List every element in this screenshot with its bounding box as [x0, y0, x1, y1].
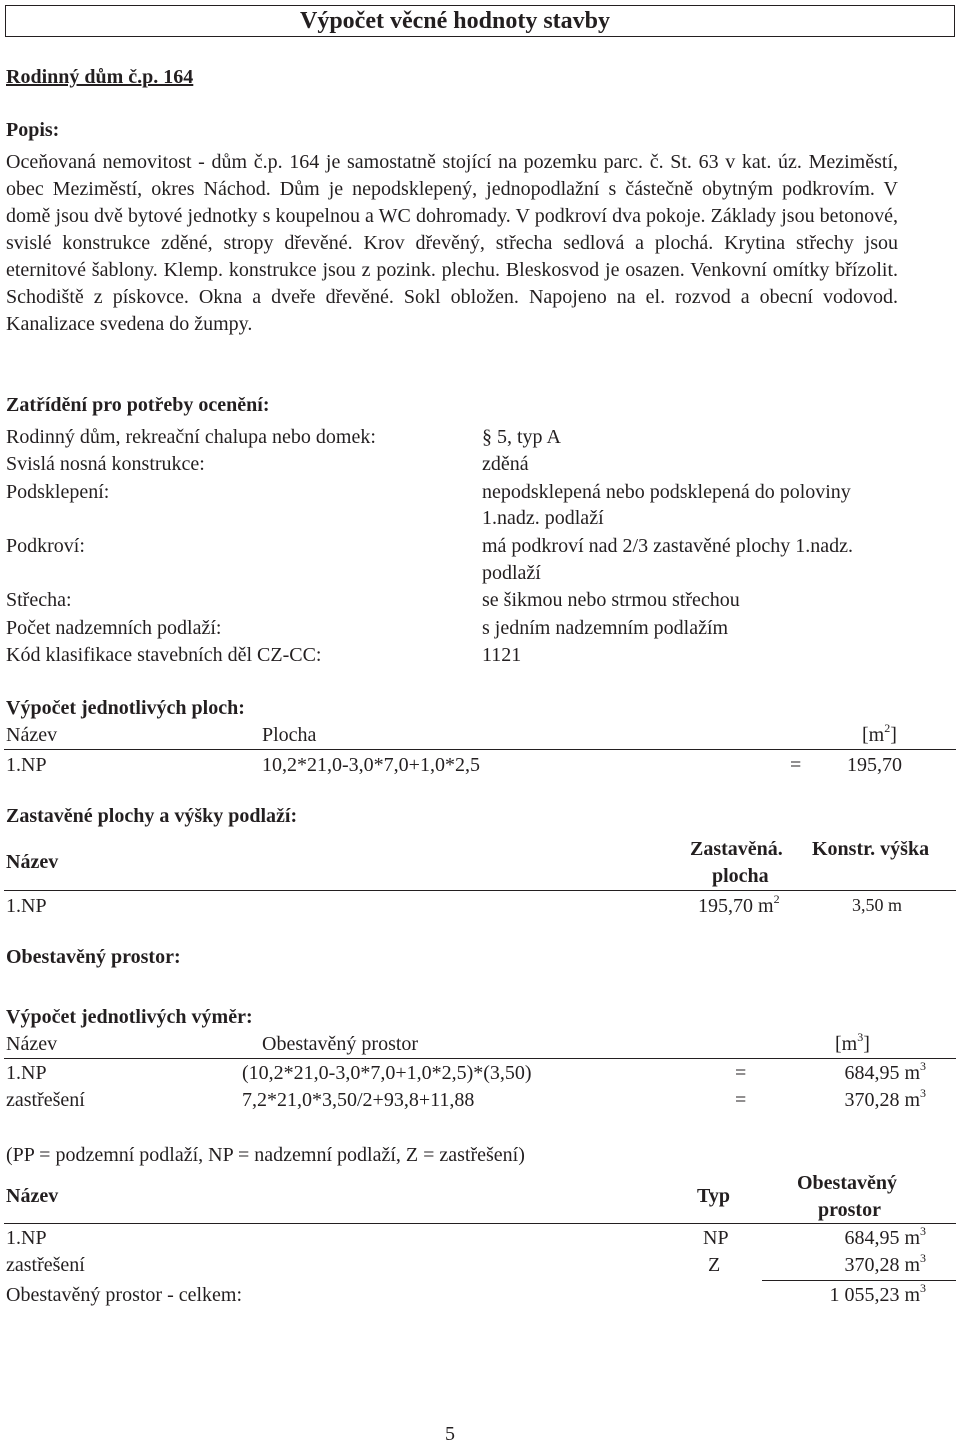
- volumes-header-rule: [4, 1058, 956, 1059]
- classification-label: Rodinný dům, rekreační chalupa nebo domek:: [6, 426, 376, 448]
- classification-value: zděná: [482, 453, 529, 475]
- volumes-heading: Výpočet jednotlivých výměr:: [6, 1006, 253, 1028]
- areas-row-formula: 10,2*21,0-3,0*7,0+1,0*2,5: [262, 754, 480, 776]
- description-heading: Popis:: [6, 119, 60, 141]
- description-text: Oceňovaná nemovitost - dům č.p. 164 je samostatně stojící na pozemku parc. č. St. 63 v kat. úz. Meziměstí, obec Meziměstí, okres Náchod. Dům je nepodsklepený, jednopodlažní s částečně obytným podkrovím. V domě jsou dvě bytové jednotky s koupelnou a WC dohromady. V podkroví dva pokoje. Základy jsou betonové, svislé konstrukce zděné, stropy dřevěné. Krov dřevěný, střecha sedlová a plochá. Krytina střechy jsou eternitové šablony. Klemp. konstrukce jsou z pozink. plechu. Bleskosvod je osazen. Venkovní omítky břízolit. Schodiště z pískovce. Okna a dveře dřevěné. Sokl obložen. Napojeno na el. rozvod a obecní vodovod. Kanalizace svedena do žumpy.: [6, 151, 898, 335]
- summary-col-type: Typ: [697, 1185, 730, 1207]
- built-up-heading: Zastavěné plochy a výšky podlaží:: [6, 805, 298, 827]
- areas-col-name: Název: [6, 724, 58, 746]
- summary-row-value: 684,95 $m^3$: [844, 1224, 926, 1249]
- classification-label: Kód klasifikace stavebních děl CZ-CC:: [6, 644, 322, 666]
- classification-label: Podkroví:: [6, 535, 85, 557]
- classification-heading: Zatřídění pro potřeby ocenění:: [6, 394, 270, 416]
- areas-row-eq: =: [790, 754, 802, 776]
- volumes-row-name: zastřešení: [6, 1089, 85, 1111]
- built-up-col-area: plocha: [712, 865, 769, 887]
- summary-row-name: 1.NP: [6, 1227, 47, 1249]
- volumes-col-space: Obestavěný prostor: [262, 1033, 419, 1055]
- classification-label: Střecha:: [6, 589, 72, 611]
- summary-col-space: Obestavěný: [797, 1172, 897, 1194]
- areas-row-result: 195,70: [847, 754, 902, 776]
- page-title: Výpočet věcné hodnoty stavby: [300, 8, 610, 34]
- classification-value: s jedním nadzemním podlažím: [482, 617, 729, 639]
- summary-col-space: prostor: [818, 1199, 881, 1221]
- classification-label: Podsklepení:: [6, 481, 110, 503]
- volumes-col-unit: $[m^3]$: [835, 1030, 870, 1055]
- classification-value: má podkroví nad 2/3 zastavěné plochy 1.nadz.: [482, 535, 853, 557]
- built-up-row-area: 195,70 $m^2$: [698, 892, 780, 917]
- areas-col-unit: $[m^2]$: [862, 721, 897, 746]
- summary-row-type: NP: [703, 1227, 729, 1249]
- built-up-header-rule: [4, 890, 956, 891]
- legend-text: (PP = podzemní podlaží, NP = nadzemní podlaží, Z = zastřešení): [6, 1144, 525, 1166]
- classification-value: nepodsklepená nebo podsklepená do poloviny: [482, 481, 851, 503]
- summary-row-value: 370,28 $m^3$: [844, 1251, 926, 1276]
- enclosed-heading: Obestavěný prostor:: [6, 946, 181, 968]
- summary-row-type: Z: [708, 1254, 721, 1276]
- areas-header-rule: [4, 749, 956, 750]
- built-up-row-height: 3,50 m: [852, 895, 903, 915]
- areas-heading: Výpočet jednotlivých ploch:: [6, 697, 245, 719]
- volumes-row-result: 684,95 $m^3$: [844, 1059, 926, 1084]
- built-up-col-area: Zastavěná.: [690, 838, 783, 860]
- classification-label: Svislá nosná konstrukce:: [6, 453, 205, 475]
- volumes-col-name: Název: [6, 1033, 58, 1055]
- classification-value-cont: 1.nadz. podlaží: [482, 507, 604, 529]
- classification-label: Počet nadzemních podlaží:: [6, 617, 222, 639]
- volumes-row-result: 370,28 $m^3$: [844, 1086, 926, 1111]
- summary-col-name: Název: [6, 1185, 59, 1207]
- classification-value: § 5, typ A: [482, 426, 561, 448]
- areas-col-area: Plocha: [262, 724, 317, 746]
- summary-total-rule: [762, 1280, 956, 1281]
- areas-row-name: 1.NP: [6, 754, 47, 776]
- classification-value: 1121: [482, 644, 522, 666]
- summary-total-value: 1 055,23 $m^3$: [829, 1281, 926, 1306]
- volumes-row-name: 1.NP: [6, 1062, 47, 1084]
- summary-row-name: zastřešení: [6, 1254, 85, 1276]
- built-up-col-height: Konstr. výška: [812, 838, 930, 860]
- built-up-row-name: 1.NP: [6, 895, 47, 917]
- classification-value-cont: podlaží: [482, 562, 541, 584]
- object-name: Rodinný dům č.p. 164: [6, 66, 194, 88]
- volumes-row-formula: 7,2*21,0*3,50/2+93,8+11,88: [242, 1089, 475, 1111]
- built-up-col-name: Název: [6, 851, 59, 873]
- summary-header-rule: [4, 1223, 956, 1224]
- volumes-row-formula: (10,2*21,0-3,0*7,0+1,0*2,5)*(3,50): [242, 1062, 532, 1084]
- volumes-row-eq: =: [735, 1089, 747, 1111]
- summary-total-label: Obestavěný prostor - celkem:: [6, 1284, 243, 1306]
- classification-value: se šikmou nebo strmou střechou: [482, 589, 740, 611]
- page-number: 5: [445, 1423, 455, 1445]
- volumes-row-eq: =: [735, 1062, 747, 1084]
